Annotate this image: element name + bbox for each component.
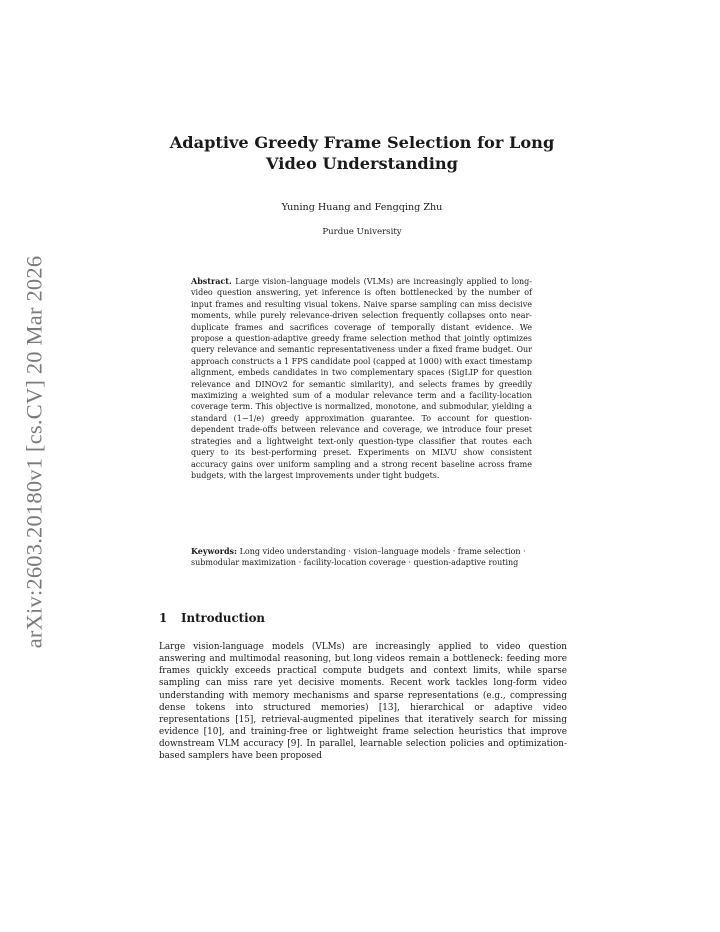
abstract-block (191, 276, 532, 481)
paper-title: Adaptive Greedy Frame Selection for Long Video Understanding (169, 133, 555, 173)
keywords-text: Long video understanding · vision–language models · frame selection · submodular maximization · facility-location coverage · question-adaptive routing (191, 547, 526, 568)
keywords-label: Keywords: (191, 546, 238, 556)
section-title: Introduction (181, 611, 266, 625)
abstract-label: Abstract. (191, 276, 232, 286)
paper-affiliation: Purdue University (322, 227, 402, 237)
section-number: 1 (159, 611, 168, 625)
keywords-block (191, 546, 532, 569)
introduction-paragraph: Large vision-language models (VLMs) are increasingly applied to video question answering and multimodal reasoning, but long videos remain a bottleneck: feeding more frames quickly exceeds practical compute budgets and context limits, while sparse sampling can miss rare yet decisive moments. Recent work tackles long-form video understanding with memory mechanisms and sparse representations (e.g., compressing dense tokens into structured memories) [13], hierarchical or adaptive video representations [15], retrieval-augmented pipelines that iteratively search for missing evidence [10], and training-free or lightweight frame selection heuristics that improve downstream VLM accuracy [9]. In parallel, learnable selection policies and optimization-based samplers have been proposed (159, 642, 567, 762)
arxiv-identifier-stamp (8, 255, 60, 649)
section-heading-introduction (159, 611, 579, 625)
arxiv-identifier-text: arXiv:2603.20180v1 [cs.CV] 20 Mar 2026 (21, 255, 46, 649)
abstract-text: Large vision–language models (VLMs) are increasingly applied to long-video question answering, yet inference is often bottlenecked by the number of input frames and resulting visual tokens. Naive sparse sampling can miss decisive moments, while purely relevance-driven selection frequently collapses onto near-duplicate frames and sacrifices coverage of temporally distant evidence. We propose a question-adaptive greedy frame selection method that jointly optimizes query relevance and semantic representativeness under a fixed frame budget. Our approach constructs a 1 FPS candidate pool (capped at 1000) with exact timestamp alignment, embeds candidates in two complementary spaces (SigLIP for question relevance and DINOv2 for semantic similarity), and selects frames by greedily maximizing a weighted sum of a modular relevance term and a facility-location coverage term. This objective is normalized, monotone, and submodular, yielding a standard (1−1/e) greedy approximation guarantee. To account for question-dependent trade-offs between relevance and coverage, we introduce four preset strategies and a lightweight text-only question-type classifier that routes each query to its best-performing preset. Experiments on MLVU show consistent accuracy gains over uniform sampling and a strong recent baseline across frame budgets, with the largest improvements under tight budgets. (191, 277, 532, 480)
paper-authors: Yuning Huang and Fengqing Zhu (281, 202, 443, 213)
